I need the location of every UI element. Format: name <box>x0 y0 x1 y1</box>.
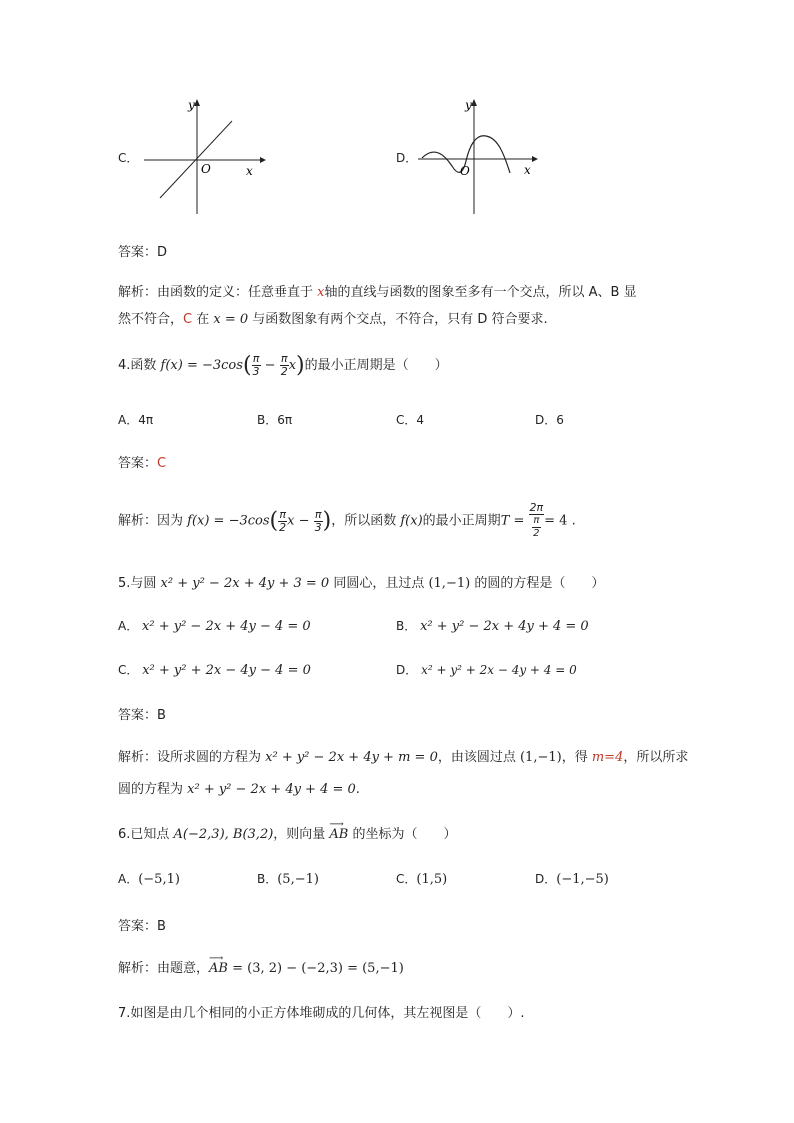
q6-option-b[interactable]: B．(5,−1) <box>257 872 319 887</box>
q4-option-a[interactable]: A．4π <box>118 413 154 427</box>
q4-answer: 答案：C <box>118 456 167 471</box>
q6-answer: 答案：B <box>118 919 166 934</box>
y-axis-label: y <box>188 98 195 112</box>
q6-analysis: 解析：由题意， ⟶ AB = (3, 2) − (−2,3) = (5,−1) <box>118 953 404 976</box>
origin-label: O <box>460 164 470 178</box>
graph-option-d <box>414 96 544 218</box>
q6-option-c[interactable]: C．(1,5) <box>396 872 448 887</box>
origin-label: O <box>201 162 211 176</box>
q5-stem: 5.与圆 x² + y² − 2x + 4y + 3 = 0 同圆心，且过点 (1,−1) 的圆的方程是（ ） <box>118 576 605 591</box>
q5-option-b[interactable]: B． x² + y² − 2x + 4y + 4 = 0 <box>396 619 589 634</box>
q7-stem: 7.如图是由几个相同的小正方体堆砌成的几何体，其左视图是（ ）. <box>118 1006 525 1021</box>
option-d-label: D． <box>396 151 418 165</box>
q4-option-c[interactable]: C．4 <box>396 413 425 427</box>
q4-analysis: 解析：因为 f(x) = −3cos( $\frac{\pi}{2}$ x − $\frac{\pi}{3}$ )，所以函数 f(x)的最小正周期T = $\frac{2\pi}{\frac{\pi}{2}}$ = 4 . <box>118 501 576 539</box>
q6-stem: 6.已知点 A(−2,3), B(3,2)，则向量 ⟶ AB 的坐标为（ ） <box>118 819 457 842</box>
graph-option-c <box>140 96 270 218</box>
q6-option-a[interactable]: A．(−5,1) <box>118 872 180 887</box>
q5-answer: 答案：B <box>118 708 166 723</box>
option-c-label: C． <box>118 151 139 165</box>
x-axis-label: x <box>246 164 253 178</box>
q3-answer: 答案：D <box>118 245 168 260</box>
q4-option-d[interactable]: D．6 <box>535 413 564 427</box>
q3-analysis-line1: 解析：由函数的定义：任意垂直于 x轴的直线与函数的图象至多有一个交点，所以 A、B 显 <box>118 285 637 300</box>
q5-option-c[interactable]: C． x² + y² + 2x − 4y − 4 = 0 <box>118 663 311 678</box>
q4-stem: 4.函数 f(x) = −3cos( $\frac{\pi}{3}$ − $\frac{\pi}{2}$ x)的最小正周期是（ ） <box>118 352 448 378</box>
y-axis-label: y <box>465 98 472 112</box>
q5-option-a[interactable]: A． x² + y² − 2x + 4y − 4 = 0 <box>118 619 311 634</box>
q6-option-d[interactable]: D．(−1,−5) <box>535 872 609 887</box>
q4-option-b[interactable]: B．6π <box>257 413 293 427</box>
q5-analysis-line1: 解析：设所求圆的方程为 x² + y² − 2x + 4y + m = 0，由该圆过点 (1,−1)，得 m=4，所以所求 <box>118 750 689 765</box>
q5-option-d[interactable]: D． x² + y² + 2x − 4y + 4 = 0 <box>396 663 577 677</box>
q3-analysis-line2: 然不符合，C 在 x = 0 与函数图象有两个交点，不符合，只有 D 符合要求. <box>118 312 548 327</box>
q5-analysis-line2: 圆的方程为 x² + y² − 2x + 4y + 4 = 0. <box>118 782 360 797</box>
x-axis-label: x <box>524 163 531 177</box>
